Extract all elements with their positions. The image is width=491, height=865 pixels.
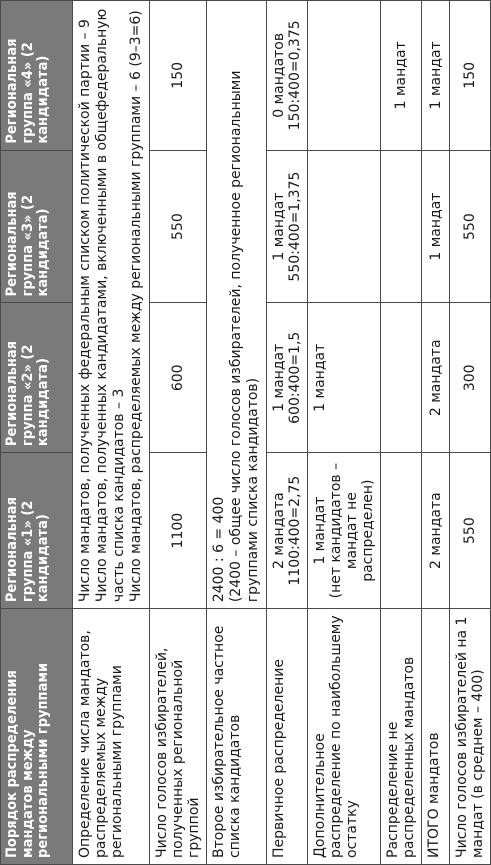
- header-group-3: Региональная группа «3» (2 кандидата): [1, 150, 73, 303]
- table-row: [308, 1, 381, 865]
- undistributed-group-3: [381, 150, 422, 303]
- primary-group-3-mandates: 1 мандат: [271, 192, 287, 261]
- total-group-4: 1 мандат: [422, 1, 450, 151]
- primary-group-1-calc: 1100:400=2,75: [287, 475, 303, 586]
- row-label-primary: Первичное распределение: [267, 609, 308, 865]
- row-label-mandates-count: Определение числа мандатов, распределяемых между региональными группами: [73, 609, 150, 865]
- quotient-explanation: (2400 – общее число голосов избирателей, полученное региональными группами списка кандидатов): [228, 70, 261, 603]
- primary-group-3: [267, 150, 308, 303]
- table-row: [267, 1, 308, 865]
- row-label-additional: Дополнительное распределение по наибольшему остатку: [308, 609, 381, 865]
- table-header-row: [1, 1, 73, 865]
- additional-group-1-mandates: 1 мандат: [312, 496, 328, 565]
- total-group-3: 1 мандат: [422, 150, 450, 303]
- votes-group-1: 1100: [150, 453, 207, 609]
- row-label-votes: Число голосов избирателей, полученных региональной группой: [150, 609, 207, 865]
- table-row: [207, 1, 267, 865]
- header-group-4: Региональная группа «4» (2 кандидата): [1, 1, 73, 151]
- table-row: [422, 1, 450, 865]
- additional-group-4: [308, 1, 381, 151]
- mandates-regional-line: Число мандатов, распределяемых между региональными группами – 6 (9–3=6): [128, 10, 144, 603]
- additional-group-1: [308, 453, 381, 609]
- votes-per-mandate-group-4: 150: [450, 1, 491, 151]
- row-label-undistributed: Распределение не распределенных мандатов: [381, 609, 422, 865]
- mandates-federal-part-line: Число мандатов, полученных кандидатами, включенными в общефедеральную часть списка кандидатов – 3: [94, 8, 127, 603]
- primary-group-2-calc: 600:400=1,5: [287, 331, 303, 424]
- mandates-total-line: Число мандатов, полученных федеральным списком политической партии – 9: [77, 19, 93, 603]
- votes-per-mandate-group-3: 550: [450, 150, 491, 303]
- undistributed-group-2: [381, 303, 422, 453]
- header-group-2: Региональная группа «2» (2 кандидата): [1, 303, 73, 453]
- votes-group-3: 550: [150, 150, 207, 303]
- table-row: [73, 1, 150, 865]
- additional-group-2: 1 мандат: [308, 303, 381, 453]
- header-group-1: Региональная группа «1» (2 кандидата): [1, 453, 73, 609]
- votes-group-2: 600: [150, 303, 207, 453]
- primary-group-4-mandates: 0 мандатов: [271, 32, 287, 118]
- primary-group-3-calc: 550:400=1,375: [287, 171, 303, 282]
- primary-group-1: [267, 453, 308, 609]
- votes-per-mandate-group-2: 300: [450, 303, 491, 453]
- primary-group-1-mandates: 2 мандата: [271, 492, 287, 569]
- total-group-2: 2 мандата: [422, 303, 450, 453]
- primary-group-2: [267, 303, 308, 453]
- row-label-votes-per-mandate: Число голосов избирателей на 1 мандат (в среднем – 400): [450, 609, 491, 865]
- votes-group-4: 150: [150, 1, 207, 151]
- primary-group-4: [267, 1, 308, 151]
- quotient-formula: 2400 : 6 = 400: [211, 496, 227, 603]
- mandates-count-text: [73, 1, 150, 609]
- total-group-1: 2 мандата: [422, 453, 450, 609]
- undistributed-group-1: [381, 453, 422, 609]
- additional-group-1-note: (нет кандидатов – мандат не распределен): [328, 462, 376, 599]
- table-row: [381, 1, 422, 865]
- quotient-text: [207, 1, 267, 609]
- header-procedure: Порядок распределения мандатов между региональными группами: [1, 609, 73, 865]
- row-label-quotient: Второе избирательное частное списка кандидатов: [207, 609, 267, 865]
- additional-group-3: [308, 150, 381, 303]
- row-label-total: ИТОГО мандатов: [422, 609, 450, 865]
- primary-group-4-calc: 150:400=0,375: [287, 20, 303, 131]
- table-row: [150, 1, 207, 865]
- undistributed-group-4: 1 мандат: [381, 1, 422, 151]
- table-row: [450, 1, 491, 865]
- votes-per-mandate-group-1: 550: [450, 453, 491, 609]
- primary-group-2-mandates: 1 мандат: [271, 343, 287, 412]
